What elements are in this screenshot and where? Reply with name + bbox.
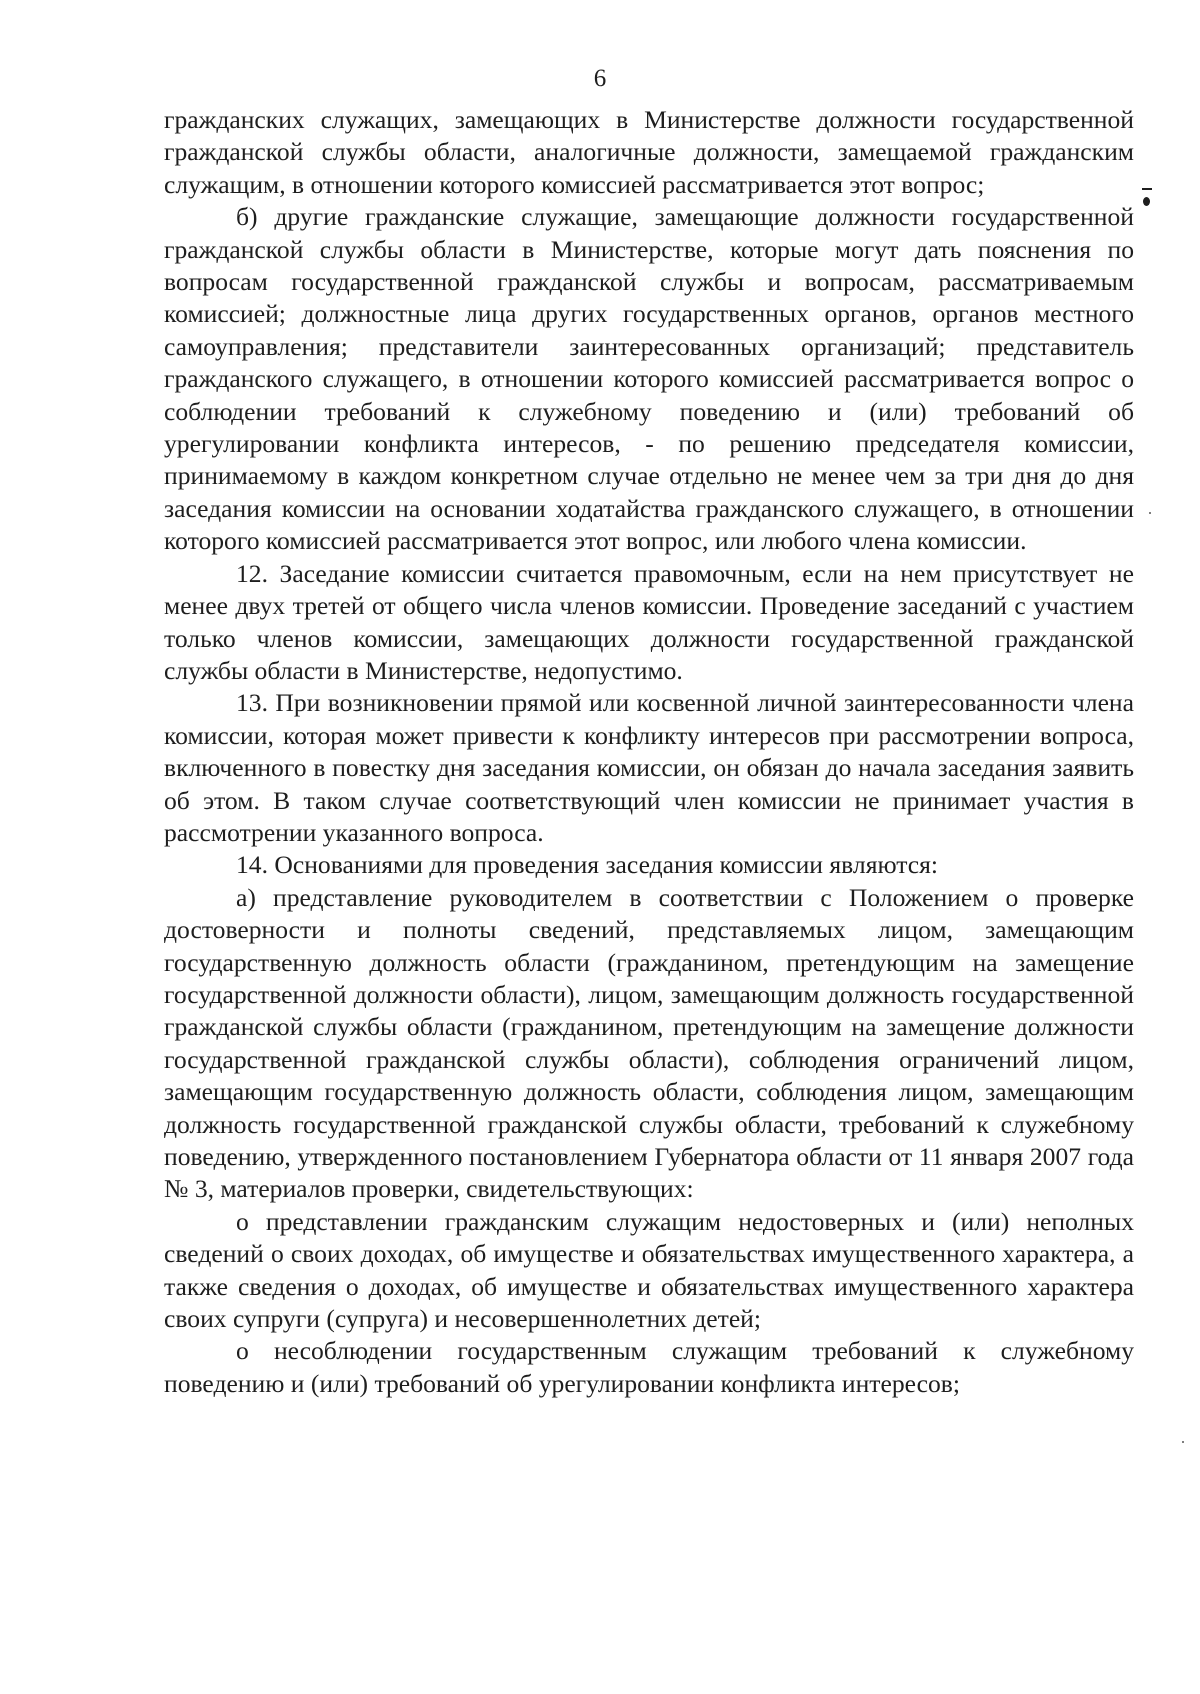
- scan-speck: [1149, 512, 1151, 514]
- paragraph-sub-item-1: о представлении гражданским служащим недостоверных и (или) неполных сведений о своих доходах, об имуществе и обязательствах имущественного характера, а также сведения о доходах, об имуществе и обязательствах имущественного характера своих супруги (супруга) и несовершеннолетних детей;: [164, 1206, 1134, 1334]
- margin-mark-dash: [1142, 188, 1152, 190]
- document-body: [164, 104, 1134, 1400]
- paragraph-item-b: б) другие гражданские служащие, замещающие должности государственной гражданской службы области в Министерстве, которые могут дать пояснения по вопросам государственной гражданской службы и вопросам, рассматриваемым комиссией; должностные лица других государственных органов, органов местного самоуправления; представители заинтересованных организаций; представитель гражданского служащего, в отношении которого комиссией рассматривается вопрос о соблюдении требований к служебному поведению и (или) требований об урегулировании конфликта интересов, - по решению председателя комиссии, принимаемому в каждом конкретном случае отдельно не менее чем за три дня до дня заседания комиссии на основании ходатайства гражданского служащего, в отношении которого комиссией рассматривается этот вопрос, или любого члена комиссии.: [164, 202, 1134, 556]
- margin-mark-dot: [1143, 197, 1150, 206]
- paragraph-12: 12. Заседание комиссии считается правомочным, если на нем присутствует не менее двух третей от общего числа членов комиссии. Проведение заседаний с участием только членов комиссии, замещающих должности государственной гражданской службы области в Министерстве, недопустимо.: [164, 558, 1134, 685]
- paragraph-13: 13. При возникновении прямой или косвенной личной заинтересованности члена комиссии, которая может привести к конфликту интересов при рассмотрении вопроса, включенного в повестку дня заседания комиссии, он обязан до начала заседания заявить об этом. В таком случае соответствующий член комиссии не принимает участия в рассмотрении указанного вопроса.: [164, 688, 1134, 847]
- paragraph-sub-item-2: о несоблюдении государственным служащим требований к служебному поведению и (или) требований об урегулировании конфликта интересов;: [164, 1336, 1134, 1398]
- scan-speck: [1182, 1441, 1184, 1443]
- paragraph-14: 14. Основаниями для проведения заседания комиссии являются:: [236, 850, 938, 880]
- paragraph-continuation: гражданских служащих, замещающих в Министерстве должности государственной гражданской службы области, аналогичные должности, замещаемой гражданским служащим, в отношении которого комиссией рассматривается этот вопрос;: [164, 105, 1134, 199]
- page-number: 6: [593, 65, 607, 92]
- paragraph-14-item-a: а) представление руководителем в соответствии с Положением о проверке достоверности и полноты сведений, представляемых лицом, замещающим государственную должность области (гражданином, претендующим на замещение государственной должности области), лицом, замещающим должность государственной гражданской службы области (гражданином, претендующим на замещение должности государственной гражданской службы области), соблюдения ограничений лицом, замещающим государственную должность области, соблюдения лицом, замещающим должность государственной гражданской службы области, требований к служебному поведению, утвержденного постановлением Губернатора области от 11 января 2007 года № 3, материалов проверки, свидетельствующих:: [164, 882, 1134, 1204]
